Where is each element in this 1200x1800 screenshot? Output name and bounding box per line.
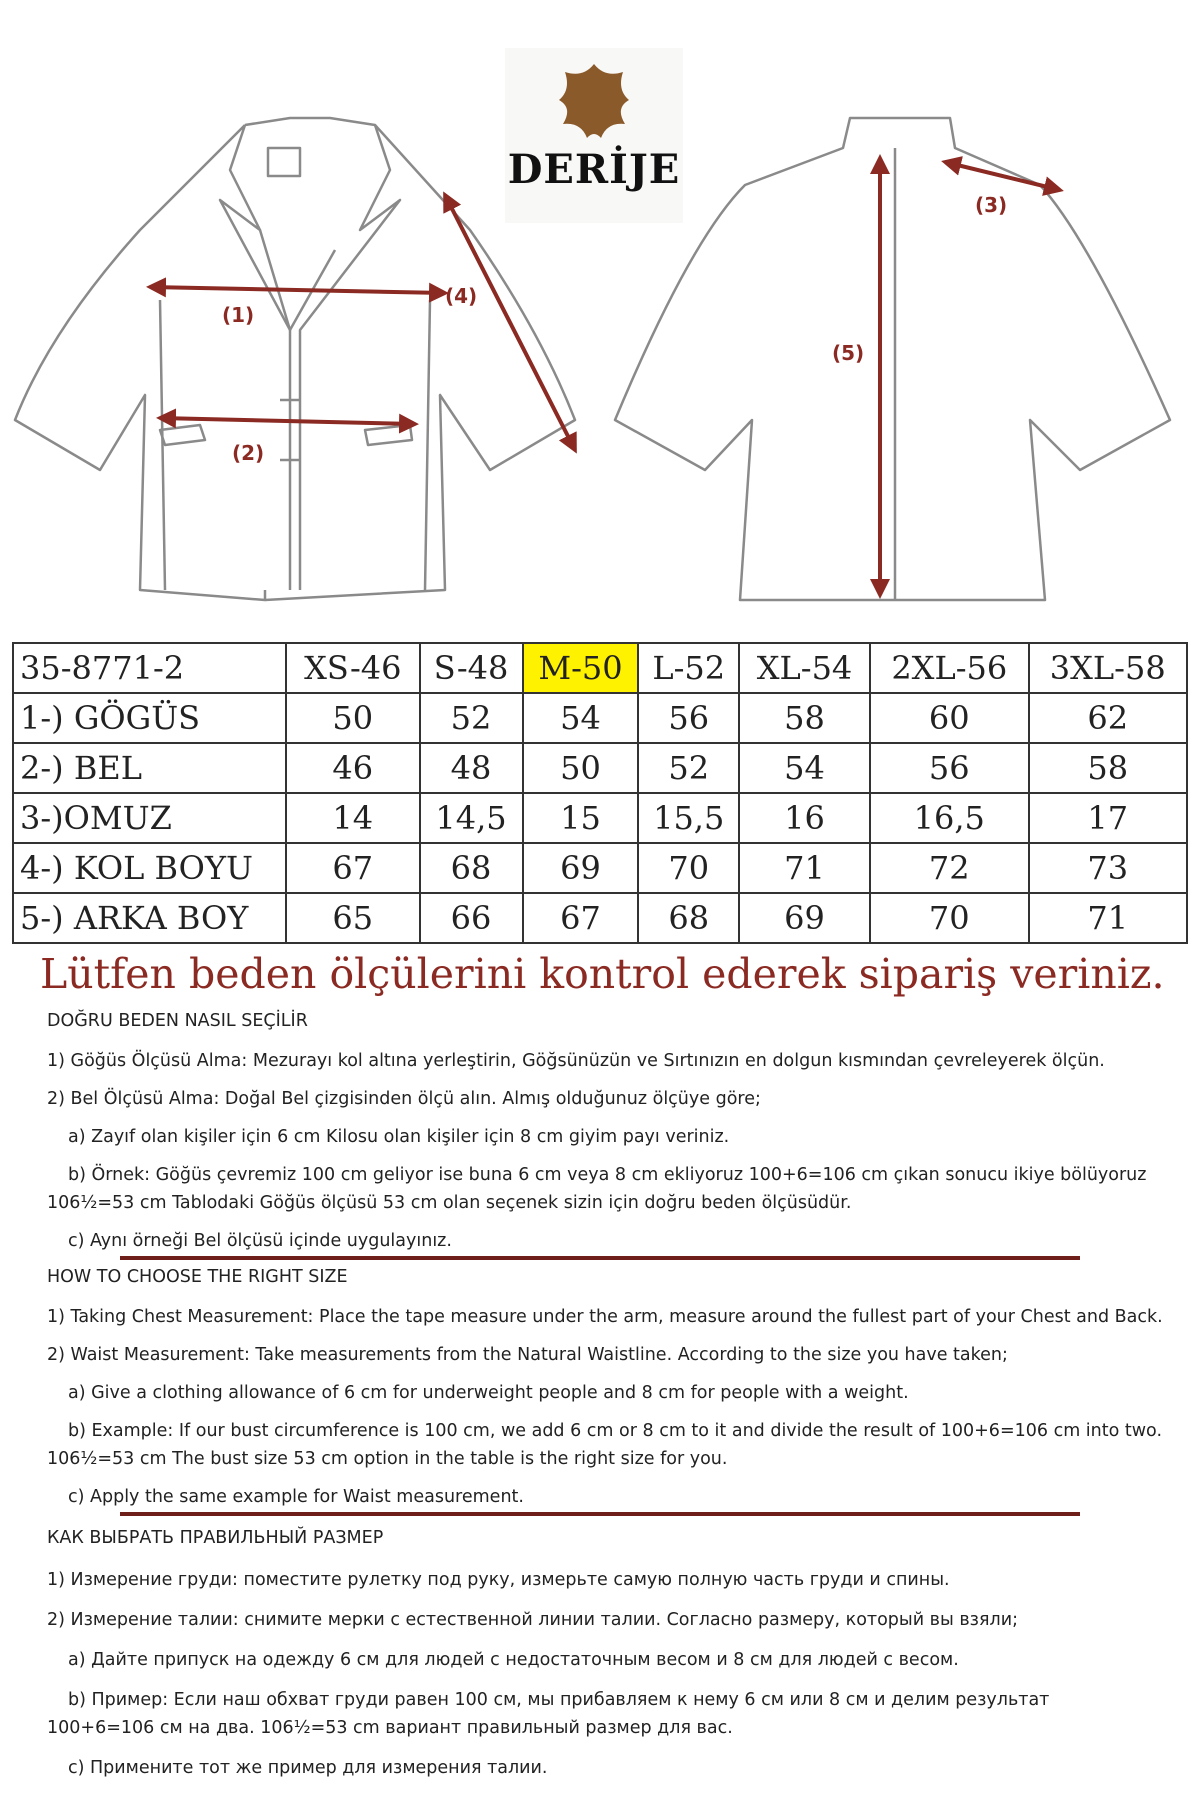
table-cell: 72 bbox=[870, 843, 1028, 893]
ru-chest-instruction: 1) Измерение груди: поместите рулетку под руку, измерьте самую полную часть груди и спины. bbox=[47, 1570, 950, 1590]
table-cell: 14 bbox=[286, 793, 420, 843]
en-example-line-2: 106½=53 cm The bust size 53 cm option in the table is the right size for you. bbox=[47, 1449, 728, 1469]
tr-example-line-1: b) Örnek: Göğüs çevremiz 100 cm geliyor ise buna 6 cm veya 8 cm ekliyoruz 100+6=106 cm çıkan sonucu ikiye bölüyoruz bbox=[68, 1165, 1147, 1185]
table-cell: 70 bbox=[870, 893, 1028, 943]
en-chest-instruction: 1) Taking Chest Measurement: Place the tape measure under the arm, measure around the fullest part of your Chest and Back. bbox=[47, 1307, 1163, 1327]
table-code: 35-8771-2 bbox=[13, 643, 286, 693]
table-row bbox=[13, 693, 1187, 743]
label-1: (1) bbox=[222, 303, 255, 327]
table-row bbox=[13, 893, 1187, 943]
size-header: 2XL-56 bbox=[870, 643, 1028, 693]
row-label: 3-)OMUZ bbox=[13, 793, 286, 843]
table-cell: 16,5 bbox=[870, 793, 1028, 843]
table-cell: 54 bbox=[523, 693, 639, 743]
table-cell: 68 bbox=[638, 893, 738, 943]
table-cell: 67 bbox=[286, 843, 420, 893]
en-allowance-note: a) Give a clothing allowance of 6 cm for underweight people and 8 cm for people with a weight. bbox=[68, 1383, 909, 1403]
table-cell: 17 bbox=[1029, 793, 1188, 843]
en-apply-note: c) Apply the same example for Waist measurement. bbox=[68, 1487, 524, 1507]
label-5: (5) bbox=[832, 341, 865, 365]
row-label: 1-) GÖGÜS bbox=[13, 693, 286, 743]
table-cell: 60 bbox=[870, 693, 1028, 743]
size-header: S-48 bbox=[420, 643, 523, 693]
table-cell: 66 bbox=[420, 893, 523, 943]
ru-allowance-note: a) Дайте припуск на одежду 6 см для людей с недостаточным весом и 8 см для людей с весом. bbox=[68, 1650, 959, 1670]
size-header-highlighted: M-50 bbox=[523, 643, 639, 693]
front-jacket-outline bbox=[15, 118, 575, 600]
arrow-1-chest bbox=[150, 287, 445, 293]
section-divider bbox=[120, 1256, 1080, 1260]
table-cell: 48 bbox=[420, 743, 523, 793]
table-cell: 69 bbox=[739, 893, 870, 943]
table-row bbox=[13, 793, 1187, 843]
tr-chest-instruction: 1) Göğüs Ölçüsü Alma: Mezurayı kol altına yerleştirin, Göğsünüzün ve Sırtınızın en dolgun kısmından çevreleyerek ölçün. bbox=[47, 1051, 1105, 1071]
table-row bbox=[13, 843, 1187, 893]
back-jacket-outline bbox=[615, 118, 1170, 600]
section-divider bbox=[120, 1512, 1080, 1516]
size-header: XS-46 bbox=[286, 643, 420, 693]
brand-logo bbox=[505, 48, 683, 223]
en-title: HOW TO CHOOSE THE RIGHT SIZE bbox=[47, 1267, 348, 1287]
ru-title: КАК ВЫБРАТЬ ПРАВИЛЬНЫЙ РАЗМЕР bbox=[47, 1528, 384, 1548]
table-cell: 15,5 bbox=[638, 793, 738, 843]
table-cell: 58 bbox=[1029, 743, 1188, 793]
leather-hide-icon bbox=[505, 60, 683, 155]
label-3: (3) bbox=[975, 193, 1008, 217]
brand-name: DERİJE bbox=[507, 146, 681, 193]
table-cell: 46 bbox=[286, 743, 420, 793]
table-cell: 54 bbox=[739, 743, 870, 793]
row-label: 2-) BEL bbox=[13, 743, 286, 793]
table-cell: 50 bbox=[523, 743, 639, 793]
table-cell: 73 bbox=[1029, 843, 1188, 893]
arrow-2-waist bbox=[160, 418, 415, 424]
table-cell: 70 bbox=[638, 843, 738, 893]
table-cell: 50 bbox=[286, 693, 420, 743]
table-cell: 71 bbox=[739, 843, 870, 893]
label-4: (4) bbox=[445, 284, 478, 308]
table-cell: 52 bbox=[638, 743, 738, 793]
table-cell: 69 bbox=[523, 843, 639, 893]
table-cell: 56 bbox=[870, 743, 1028, 793]
tr-allowance-note: a) Zayıf olan kişiler için 6 cm Kilosu olan kişiler için 8 cm giyim payı veriniz. bbox=[68, 1127, 730, 1147]
tr-waist-instruction: 2) Bel Ölçüsü Alma: Doğal Bel çizgisinden ölçü alın. Almış olduğunuz ölçüye göre; bbox=[47, 1089, 761, 1109]
table-cell: 68 bbox=[420, 843, 523, 893]
row-label: 5-) ARKA BOY bbox=[13, 893, 286, 943]
table-cell: 56 bbox=[638, 693, 738, 743]
ru-example-line-2: 100+6=106 см на два. 106½=53 cm вариант правильный размер для вас. bbox=[47, 1718, 733, 1738]
en-waist-instruction: 2) Waist Measurement: Take measurements from the Natural Waistline. According to the size you have taken; bbox=[47, 1345, 1008, 1365]
tr-apply-note: c) Aynı örneği Bel ölçüsü içinde uygulayınız. bbox=[68, 1231, 452, 1251]
size-header: XL-54 bbox=[739, 643, 870, 693]
size-header: L-52 bbox=[638, 643, 738, 693]
table-cell: 62 bbox=[1029, 693, 1188, 743]
ru-waist-instruction: 2) Измерение талии: снимите мерки с естественной линии талии. Согласно размеру, который вы взяли; bbox=[47, 1610, 1018, 1630]
row-label: 4-) KOL BOYU bbox=[13, 843, 286, 893]
table-cell: 15 bbox=[523, 793, 639, 843]
en-example-line-1: b) Example: If our bust circumference is 100 cm, we add 6 cm or 8 cm to it and divide the result of 100+6=106 cm into two. bbox=[68, 1421, 1163, 1441]
table-cell: 65 bbox=[286, 893, 420, 943]
table-header-row bbox=[13, 643, 1187, 693]
order-notice: Lütfen beden ölçülerini kontrol ederek sipariş veriniz. bbox=[40, 950, 1165, 998]
ru-example-line-1: b) Пример: Если наш обхват груди равен 100 см, мы прибавляем к нему 6 см или 8 см и делим результат bbox=[68, 1690, 1050, 1710]
table-cell: 52 bbox=[420, 693, 523, 743]
table-row bbox=[13, 743, 1187, 793]
size-chart-table bbox=[12, 642, 1188, 944]
tr-title: DOĞRU BEDEN NASIL SEÇİLİR bbox=[47, 1011, 308, 1031]
tr-example-line-2: 106½=53 cm Tablodaki Göğüs ölçüsü 53 cm olan seçenek sizin için doğru beden ölçüsüdür. bbox=[47, 1193, 852, 1213]
table-cell: 71 bbox=[1029, 893, 1188, 943]
table-cell: 58 bbox=[739, 693, 870, 743]
ru-apply-note: c) Примените тот же пример для измерения талии. bbox=[68, 1758, 548, 1778]
label-2: (2) bbox=[232, 441, 265, 465]
arrow-4-sleeve bbox=[445, 195, 575, 450]
arrow-3-shoulder bbox=[945, 162, 1060, 190]
table-cell: 67 bbox=[523, 893, 639, 943]
size-header: 3XL-58 bbox=[1029, 643, 1188, 693]
table-cell: 14,5 bbox=[420, 793, 523, 843]
table-cell: 16 bbox=[739, 793, 870, 843]
